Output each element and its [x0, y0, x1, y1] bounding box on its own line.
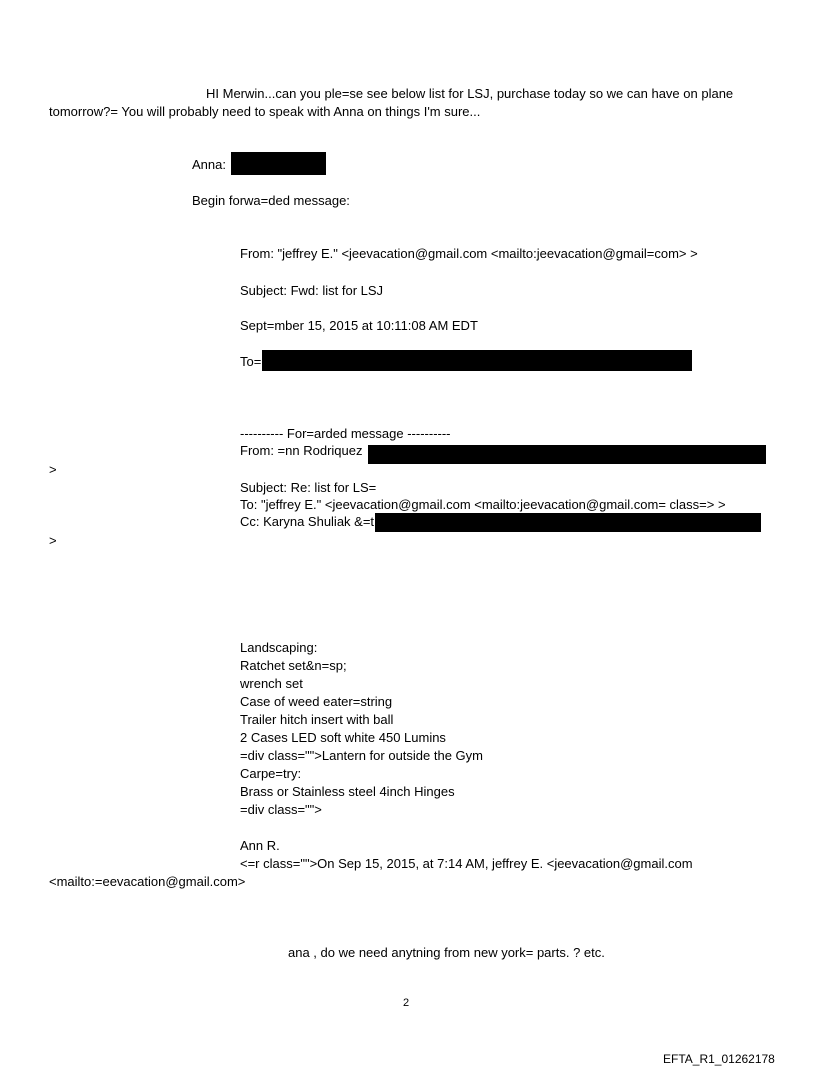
document-id: EFTA_R1_01262178 — [663, 1052, 775, 1066]
begin-forward-text: Begin forwa=ded message: — [192, 193, 350, 208]
list-item: Case of weed eater=string — [240, 694, 393, 709]
gt-marker: > — [49, 462, 57, 477]
list-item: Carpe=try: — [240, 766, 302, 781]
forwarded-subject: Subject: Re: list for LS= — [240, 480, 377, 495]
forwarded-separator: ---------- For=arded message ---------- — [240, 426, 451, 441]
forward-to: To= — [240, 354, 262, 369]
list-item: 2 Cases LED soft white 450 Lumins — [240, 730, 446, 745]
redaction-block — [368, 445, 766, 464]
question-text: ana , do we need anytning from new york= parts. ? etc. — [288, 945, 605, 960]
forward-from: From: "jeffrey E." <jeevacation@gmail.com <mailto:jeevacation@gmail=com> > — [240, 246, 698, 261]
list-item: Ratchet set&n=sp; — [240, 658, 347, 673]
gt-marker: > — [49, 533, 57, 548]
list-item: =div class="">Lantern for outside the Gym — [240, 748, 483, 763]
list-item: Trailer hitch insert with ball — [240, 712, 394, 727]
forwarded-cc: Cc: Karyna Shuliak &=t — [240, 514, 375, 529]
quote-line-1: <=r class="">On Sep 15, 2015, at 7:14 AM, jeffrey E. <jeevacation@gmail.com — [240, 856, 693, 871]
redaction-block — [231, 152, 326, 175]
forwarded-from: From: =nn Rodriquez — [240, 443, 363, 458]
list-item: wrench set — [240, 676, 303, 691]
forwarded-to: To: "jeffrey E." <jeevacation@gmail.com <mailto:jeevacation@gmail.com= class=> > — [240, 497, 726, 512]
forward-date: Sept=mber 15, 2015 at 10:11:08 AM EDT — [240, 318, 478, 333]
intro-line-1: HI Merwin...can you ple=se see below list for LSJ, purchase today so we can have on plane — [206, 86, 734, 101]
signature: Ann R. — [240, 838, 280, 853]
list-item: Brass or Stainless steel 4inch Hinges — [240, 784, 455, 799]
intro-line-2: tomorrow?= You will probably need to speak with Anna on things I'm sure... — [49, 104, 481, 119]
page-number: 2 — [403, 997, 410, 1009]
quote-line-2: <mailto:=eevacation@gmail.com> — [49, 874, 246, 889]
forward-subject: Subject: Fwd: list for LSJ — [240, 283, 384, 298]
redaction-block — [375, 513, 761, 532]
redaction-block — [262, 350, 692, 371]
anna-label: Anna: — [192, 157, 226, 172]
list-item: =div class=""> — [240, 802, 322, 817]
list-item: Landscaping: — [240, 640, 318, 655]
